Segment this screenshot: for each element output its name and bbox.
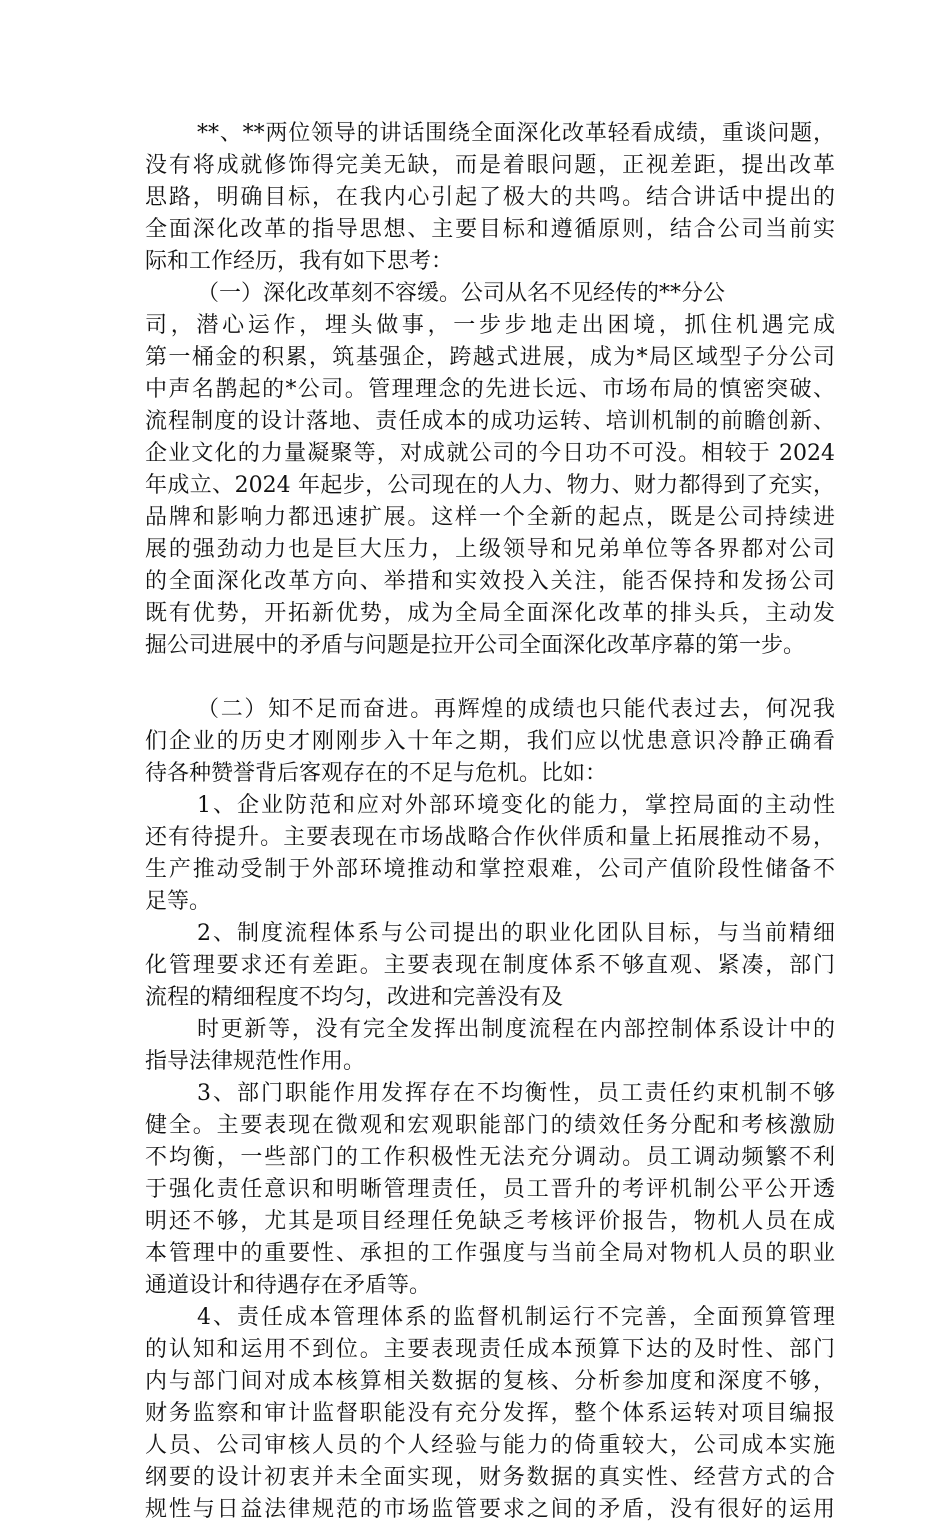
text-line: 们企业的历史才刚刚步入十年之期，我们应以忧患意识冷静正确看 <box>145 729 835 754</box>
text-line: 掘公司进展中的矛盾与问题是拉开公司全面深化改革序幕的第一步。 <box>145 633 806 658</box>
text-line: 的全面深化改革方向、举措和实效投入关注，能否保持和发扬公司 <box>145 569 835 594</box>
paragraph-section-two <box>145 694 835 790</box>
paragraph-gap <box>145 662 835 694</box>
paragraph-item-1 <box>145 790 835 918</box>
paragraph-item-3 <box>145 1078 835 1302</box>
text-line: 1、企业防范和应对外部环境变化的能力，掌控局面的主动性 <box>197 793 835 818</box>
text-line: 4、责任成本管理体系的监督机制运行不完善，全面预算管理 <box>197 1305 835 1330</box>
text-line: 明还不够，尤其是项目经理任免缺乏考核评价报告，物机人员在成 <box>145 1209 835 1234</box>
text-line: 生产推动受制于外部环境推动和掌控艰难，公司产值阶段性储备不 <box>145 857 835 882</box>
text-line: 流程的精细程度不均匀，改进和完善没有及 <box>145 985 564 1010</box>
text-line: 本管理中的重要性、承担的工作强度与当前全局对物机人员的职业 <box>145 1241 835 1266</box>
text-line: **、**两位领导的讲话围绕全面深化改革轻看成绩，重谈问题， <box>197 121 835 146</box>
text-line: 规性与日益法律规范的市场监管要求之间的矛盾，没有很好的运用 <box>145 1497 835 1522</box>
text-line: 2、制度流程体系与公司提出的职业化团队目标，与当前精细 <box>197 921 835 946</box>
text-line: 思路，明确目标，在我内心引起了极大的共鸣。结合讲话中提出的 <box>145 185 835 210</box>
text-line: 全面深化改革的指导思想、主要目标和遵循原则，结合公司当前实 <box>145 217 835 242</box>
text-line: 化管理要求还有差距。主要表现在制度体系不够直观、紧凑，部门 <box>145 953 835 978</box>
text-line: 展的强劲动力也是巨大压力，上级领导和兄弟单位等各界都对公司 <box>145 537 835 562</box>
section-heading-two: （二）知不足而奋进。再辉煌的成绩也只能代表过去，何况我 <box>197 697 835 722</box>
text-line: 企业文化的力量凝聚等，对成就公司的今日功不可没。相较于 2024 <box>145 441 835 466</box>
paragraph-item-2 <box>145 918 835 1078</box>
text-line: 时更新等，没有完全发挥出制度流程在内部控制体系设计中的 <box>197 1017 835 1042</box>
text-line: 健全。主要表现在微观和宏观职能部门的绩效任务分配和考核激励 <box>145 1113 835 1138</box>
text-line: 人员、公司审核人员的个人经验与能力的倚重较大，公司成本实施 <box>145 1433 835 1458</box>
text-line: 还有待提升。主要表现在市场战略合作伙伴质和量上拓展推动不易， <box>145 825 835 850</box>
text-line: 流程制度的设计落地、责任成本的成功运转、培训机制的前瞻创新、 <box>145 409 835 434</box>
text-line: 品牌和影响力都迅速扩展。这样一个全新的起点，既是公司持续进 <box>145 505 835 530</box>
text-line: 指导法律规范性作用。 <box>145 1049 366 1074</box>
text-line: 的认知和运用不到位。主要表现责任成本预算下达的及时性、部门 <box>145 1337 835 1362</box>
document-body <box>145 118 835 1526</box>
text-line: 通道设计和待遇存在矛盾等。 <box>145 1273 432 1298</box>
text-line: 财务监察和审计监督职能没有充分发挥，整个体系运转对项目编报 <box>145 1401 835 1426</box>
text-line: 足等。 <box>145 889 212 914</box>
text-line: 既有优势，开拓新优势，成为全局全面深化改革的排头兵，主动发 <box>145 601 835 626</box>
paragraph-section-one <box>145 278 835 662</box>
text-line: 司，潜心运作，埋头做事，一步步地走出困境，抓住机遇完成 <box>145 313 835 338</box>
text-line: 于强化责任意识和明晰管理责任，员工晋升的考评机制公平公开透 <box>145 1177 835 1202</box>
text-line: 3、部门职能作用发挥存在不均衡性，员工责任约束机制不够 <box>197 1081 835 1106</box>
text-line: 待各种赞誉背后客观存在的不足与危机。比如： <box>145 761 608 786</box>
paragraph-intro <box>145 118 835 278</box>
text-line: 不均衡，一些部门的工作积极性无法充分调动。员工调动频繁不利 <box>145 1145 835 1170</box>
text-line: 内与部门间对成本核算相关数据的复核、分析参加度和深度不够， <box>145 1369 835 1394</box>
paragraph-item-4 <box>145 1302 835 1526</box>
text-line: 没有将成就修饰得完美无缺，而是着眼问题，正视差距，提出改革 <box>145 153 835 178</box>
text-line: 中声名鹊起的*公司。管理理念的先进长远、市场布局的慎密突破、 <box>145 377 835 402</box>
text-line: 纲要的设计初衷并未全面实现，财务数据的真实性、经营方式的合 <box>145 1465 835 1490</box>
text-line: 年成立、2024 年起步，公司现在的人力、物力、财力都得到了充实， <box>145 473 835 498</box>
text-line: 际和工作经历，我有如下思考： <box>145 249 454 274</box>
section-heading-one: （一）深化改革刻不容缓。公司从名不见经传的**分公 <box>197 281 726 306</box>
text-line: 第一桶金的积累，筑基强企，跨越式进展，成为*局区域型子分公司 <box>145 345 835 370</box>
